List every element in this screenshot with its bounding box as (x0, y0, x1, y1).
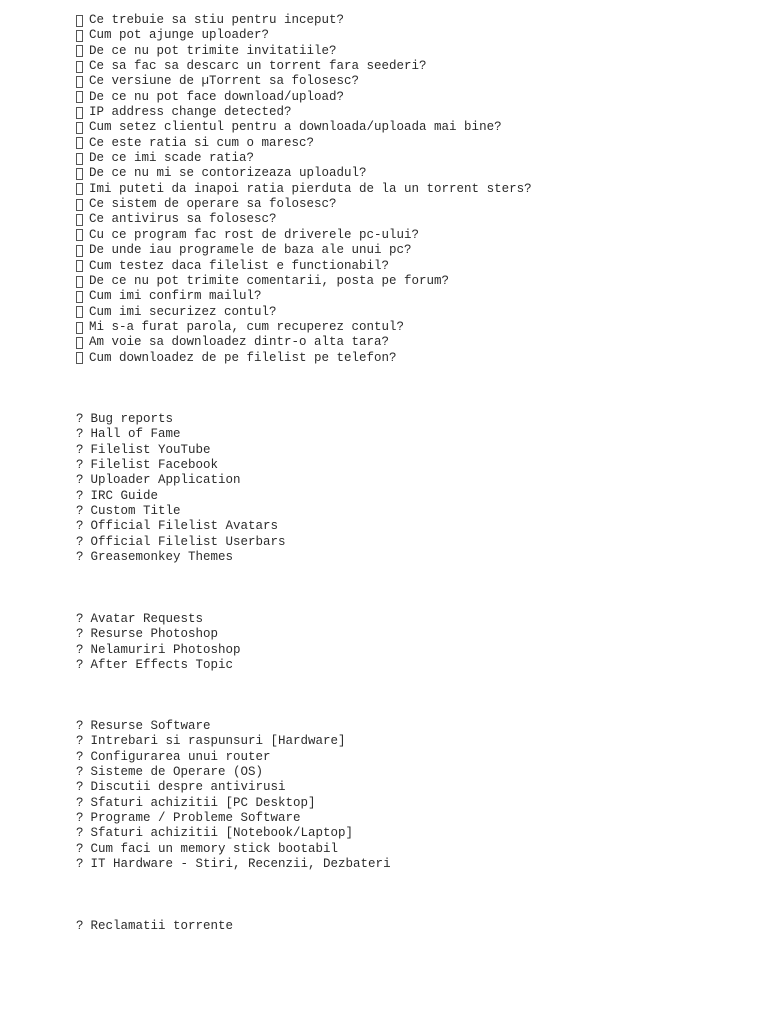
faq-list (76, 13, 756, 366)
software-link-item[interactable] (76, 826, 391, 841)
community-link-item[interactable] (76, 504, 286, 519)
faq-item-label: Cum imi confirm mailul? (89, 289, 262, 304)
question-mark-bullet-icon: ? (76, 749, 84, 764)
question-mark-bullet-icon: ? (76, 795, 84, 810)
community-link-item[interactable] (76, 489, 286, 504)
community-link-item[interactable] (76, 443, 286, 458)
faq-item-label: Ce sistem de operare sa folosesc? (89, 197, 337, 212)
faq-item-label: De ce nu pot face download/upload? (89, 89, 345, 104)
link-label: Reclamatii torrente (90, 919, 234, 933)
software-links-list (76, 719, 391, 872)
link-label: Discutii despre antivirusi (90, 780, 286, 795)
faq-item-label: Ce trebuie sa stiu pentru inceput? (89, 13, 345, 27)
link-label: Cum faci un memory stick bootabil (90, 841, 339, 856)
question-mark-bullet-icon: ? (76, 857, 84, 872)
faq-item[interactable] (76, 228, 756, 243)
faq-item-label: Mi s-a furat parola, cum recuperez contul? (89, 319, 405, 334)
missing-glyph-icon (76, 76, 83, 88)
link-label: Filelist Facebook (90, 458, 219, 473)
faq-item[interactable] (76, 351, 756, 366)
faq-item[interactable] (76, 320, 756, 335)
faq-item[interactable] (76, 151, 756, 166)
community-link-item[interactable] (76, 473, 286, 488)
missing-glyph-icon (76, 245, 83, 257)
missing-glyph-icon (76, 122, 83, 134)
faq-item[interactable] (76, 166, 756, 181)
complaints-links-list (76, 919, 233, 934)
missing-glyph-icon (76, 168, 83, 180)
faq-item[interactable] (76, 305, 756, 320)
community-link-item[interactable] (76, 550, 286, 565)
faq-item[interactable] (76, 28, 756, 43)
faq-item-label: De unde iau programele de baza ale unui pc? (89, 243, 412, 258)
faq-item[interactable] (76, 74, 756, 89)
faq-item[interactable] (76, 120, 756, 135)
faq-item-label: Cum imi securizez contul? (89, 304, 277, 319)
faq-item[interactable] (76, 136, 756, 151)
community-link-item[interactable] (76, 427, 286, 442)
faq-item[interactable] (76, 197, 756, 212)
link-label: Greasemonkey Themes (90, 550, 234, 565)
faq-item-label: Cum pot ajunge uploader? (89, 28, 270, 43)
faq-item[interactable] (76, 259, 756, 274)
missing-glyph-icon (76, 306, 83, 318)
faq-item-label: Cum testez daca filelist e functionabil? (89, 258, 390, 273)
missing-glyph-icon (76, 107, 83, 119)
software-link-item[interactable] (76, 811, 391, 826)
faq-item-label: De ce nu mi se contorizeaza uploadul? (89, 166, 367, 181)
link-label: Bug reports (90, 412, 174, 426)
link-label: Intrebari si raspunsuri [Hardware] (90, 734, 346, 749)
question-mark-bullet-icon: ? (76, 642, 84, 657)
question-mark-bullet-icon: ? (76, 826, 84, 841)
graphics-link-item[interactable] (76, 627, 241, 642)
faq-item-label: Ce este ratia si cum o maresc? (89, 135, 315, 150)
link-label: Official Filelist Avatars (90, 519, 279, 534)
faq-item[interactable] (76, 90, 756, 105)
question-mark-bullet-icon: ? (76, 765, 84, 780)
faq-item-label: Ce antivirus sa folosesc? (89, 212, 277, 227)
link-label: Custom Title (90, 504, 181, 519)
faq-item-label: Ce sa fac sa descarc un torrent fara seederi? (89, 59, 427, 74)
missing-glyph-icon (76, 183, 83, 195)
missing-glyph-icon (76, 199, 83, 211)
link-label: After Effects Topic (90, 658, 234, 673)
faq-item[interactable] (76, 289, 756, 304)
question-mark-bullet-icon: ? (76, 427, 84, 442)
faq-item-label: Cum setez clientul pentru a downloada/uploada mai bine? (89, 120, 502, 135)
question-mark-bullet-icon: ? (76, 612, 84, 626)
question-mark-bullet-icon: ? (76, 780, 84, 795)
link-label: Configurarea unui router (90, 749, 271, 764)
faq-item[interactable] (76, 243, 756, 258)
link-label: Sfaturi achizitii [PC Desktop] (90, 795, 316, 810)
faq-item[interactable] (76, 105, 756, 120)
question-mark-bullet-icon: ? (76, 734, 84, 749)
missing-glyph-icon (76, 337, 83, 349)
missing-glyph-icon (76, 45, 83, 57)
missing-glyph-icon (76, 15, 83, 27)
missing-glyph-icon (76, 30, 83, 42)
question-mark-bullet-icon: ? (76, 504, 84, 519)
faq-item-label: De ce nu pot trimite comentarii, posta pe forum? (89, 273, 450, 288)
missing-glyph-icon (76, 137, 83, 149)
link-label: Programe / Probleme Software (90, 811, 301, 826)
faq-item-label: Cum downloadez de pe filelist pe telefon? (89, 350, 397, 365)
software-link-item[interactable] (76, 796, 391, 811)
faq-item[interactable] (76, 274, 756, 289)
faq-item-label: De ce nu pot trimite invitatiile? (89, 43, 337, 58)
link-label: IRC Guide (90, 488, 159, 503)
missing-glyph-icon (76, 229, 83, 241)
question-mark-bullet-icon: ? (76, 841, 84, 856)
link-label: Filelist YouTube (90, 442, 211, 457)
graphics-link-item[interactable] (76, 612, 241, 627)
faq-item-label: Cu ce program fac rost de driverele pc-ului? (89, 227, 420, 242)
link-label: Resurse Photoshop (90, 627, 219, 642)
question-mark-bullet-icon: ? (76, 412, 84, 426)
faq-item-label: IP address change detected? (89, 105, 292, 120)
link-label: Nelamuriri Photoshop (90, 642, 241, 657)
community-link-item[interactable] (76, 458, 286, 473)
question-mark-bullet-icon: ? (76, 519, 84, 534)
faq-item[interactable] (76, 212, 756, 227)
software-link-item[interactable] (76, 765, 391, 780)
missing-glyph-icon (76, 61, 83, 73)
link-label: Sfaturi achizitii [Notebook/Laptop] (90, 826, 354, 841)
software-link-item[interactable] (76, 780, 391, 795)
faq-item-label: Am voie sa downloadez dintr-o alta tara? (89, 335, 390, 350)
faq-item-label: Imi puteti da inapoi ratia pierduta de la un torrent sters? (89, 181, 532, 196)
graphics-links-list (76, 612, 241, 673)
graphics-link-item[interactable] (76, 643, 241, 658)
software-link-item[interactable] (76, 719, 391, 734)
question-mark-bullet-icon: ? (76, 534, 84, 549)
faq-item-label: De ce imi scade ratia? (89, 151, 255, 166)
link-label: Avatar Requests (90, 612, 204, 626)
graphics-link-item[interactable] (76, 658, 241, 673)
missing-glyph-icon (76, 260, 83, 272)
faq-item[interactable] (76, 335, 756, 350)
software-link-item[interactable] (76, 734, 391, 749)
question-mark-bullet-icon: ? (76, 919, 84, 933)
link-label: IT Hardware - Stiri, Recenzii, Dezbateri (90, 857, 391, 872)
link-label: Hall of Fame (90, 427, 181, 442)
question-mark-bullet-icon: ? (76, 488, 84, 503)
missing-glyph-icon (76, 91, 83, 103)
question-mark-bullet-icon: ? (76, 811, 84, 826)
question-mark-bullet-icon: ? (76, 550, 84, 565)
software-link-item[interactable] (76, 842, 391, 857)
missing-glyph-icon (76, 322, 83, 334)
question-mark-bullet-icon: ? (76, 458, 84, 473)
faq-item[interactable] (76, 13, 756, 28)
link-label: Sisteme de Operare (OS) (90, 765, 264, 780)
missing-glyph-icon (76, 352, 83, 364)
missing-glyph-icon (76, 291, 83, 303)
missing-glyph-icon (76, 153, 83, 165)
faq-item[interactable] (76, 182, 756, 197)
faq-item[interactable] (76, 44, 756, 59)
link-label: Official Filelist Userbars (90, 534, 286, 549)
community-link-item[interactable] (76, 519, 286, 534)
missing-glyph-icon (76, 214, 83, 226)
community-link-item[interactable] (76, 535, 286, 550)
question-mark-bullet-icon: ? (76, 627, 84, 642)
complaints-link-item[interactable] (76, 919, 233, 934)
community-links-list (76, 412, 286, 565)
faq-item-label: Ce versiune de µTorrent sa folosesc? (89, 74, 360, 89)
question-mark-bullet-icon: ? (76, 658, 84, 673)
software-link-item[interactable] (76, 857, 391, 872)
community-link-item[interactable] (76, 412, 286, 427)
software-link-item[interactable] (76, 750, 391, 765)
question-mark-bullet-icon: ? (76, 719, 84, 733)
link-label: Resurse Software (90, 719, 211, 733)
question-mark-bullet-icon: ? (76, 442, 84, 457)
document-page (76, 13, 756, 933)
faq-item[interactable] (76, 59, 756, 74)
link-label: Uploader Application (90, 473, 241, 488)
missing-glyph-icon (76, 276, 83, 288)
question-mark-bullet-icon: ? (76, 473, 84, 488)
